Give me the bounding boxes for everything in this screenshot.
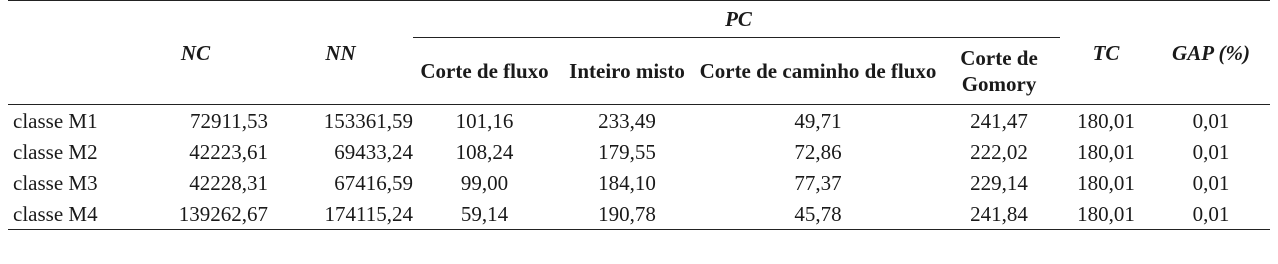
cell-nc: 139262,67 xyxy=(178,201,268,226)
header-pc-inteiro-misto: Inteiro misto xyxy=(569,59,685,83)
cell-nc: 42228,31 xyxy=(189,170,268,195)
header-nc: NC xyxy=(180,40,211,65)
cell-pc-corte-de-fluxo: 108,24 xyxy=(455,139,514,164)
cell-gap: 0,01 xyxy=(1192,108,1230,133)
header-nn: NN xyxy=(325,40,356,65)
cell-nc: 42223,61 xyxy=(189,139,268,164)
cell-pc-corte-de-fluxo: 101,16 xyxy=(455,108,514,133)
cell-nn: 174115,24 xyxy=(324,201,413,226)
cell-nc: 72911,53 xyxy=(190,108,268,133)
cell-pc-corte-de-caminho: 72,86 xyxy=(794,139,842,164)
cell-gap: 0,01 xyxy=(1192,201,1230,226)
cell-pc-corte-de-gomory: 241,84 xyxy=(970,201,1028,226)
cell-tc: 180,01 xyxy=(1077,108,1135,133)
row-label: classe M4 xyxy=(13,201,98,226)
table-row xyxy=(8,167,1270,198)
header-row-top xyxy=(8,1,1270,38)
cell-pc-inteiro-misto: 190,78 xyxy=(598,201,656,226)
cell-pc-corte-de-fluxo: 59,14 xyxy=(460,201,509,226)
header-pc-corte-de-fluxo: Corte de fluxo xyxy=(420,59,549,83)
results-table-container xyxy=(8,0,1270,230)
cell-pc-inteiro-misto: 233,49 xyxy=(598,108,656,133)
cell-gap: 0,01 xyxy=(1192,170,1230,195)
results-table xyxy=(8,0,1270,230)
header-pc-group: PC xyxy=(413,1,1060,38)
cell-pc-corte-de-caminho: 49,71 xyxy=(794,108,842,133)
row-label: classe M2 xyxy=(13,139,98,164)
row-label: classe M1 xyxy=(13,108,98,133)
table-row xyxy=(8,136,1270,167)
cell-pc-corte-de-gomory: 229,14 xyxy=(970,170,1028,195)
cell-nn: 153361,59 xyxy=(323,108,413,133)
cell-pc-inteiro-misto: 184,10 xyxy=(598,170,656,195)
table-row xyxy=(8,105,1270,137)
cell-pc-corte-de-caminho: 77,37 xyxy=(794,170,842,195)
cell-tc: 180,01 xyxy=(1077,139,1135,164)
cell-tc: 180,01 xyxy=(1077,201,1135,226)
header-tc: TC xyxy=(1092,40,1120,65)
cell-gap: 0,01 xyxy=(1192,139,1230,164)
cell-tc: 180,01 xyxy=(1077,170,1135,195)
cell-nn: 67416,59 xyxy=(334,170,413,195)
table-row xyxy=(8,198,1270,230)
header-gap: GAP (%) xyxy=(1172,40,1250,65)
row-label: classe M3 xyxy=(13,170,98,195)
header-empty-cell xyxy=(8,1,123,105)
cell-pc-inteiro-misto: 179,55 xyxy=(598,139,656,164)
header-pc-corte-de-gomory: Corte de Gomory xyxy=(960,46,1038,96)
cell-pc-corte-de-gomory: 222,02 xyxy=(970,139,1028,164)
cell-nn: 69433,24 xyxy=(334,139,413,164)
cell-pc-corte-de-caminho: 45,78 xyxy=(794,201,842,226)
cell-pc-corte-de-fluxo: 99,00 xyxy=(460,170,509,195)
cell-pc-corte-de-gomory: 241,47 xyxy=(970,108,1028,133)
header-pc-corte-de-caminho-de-fluxo: Corte de caminho de fluxo xyxy=(699,59,937,83)
